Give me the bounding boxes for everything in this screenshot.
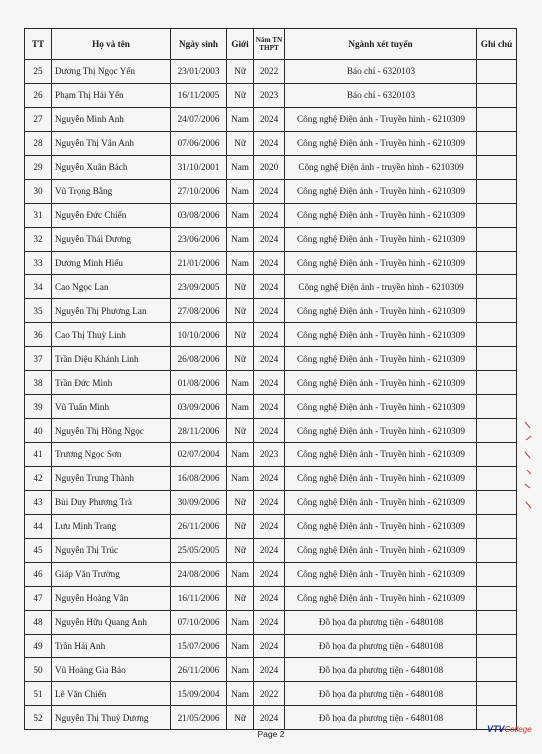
header-gender: Giới [227,29,254,60]
cell-note [477,443,517,467]
table-row [25,538,517,562]
cell-dob: 25/05/2005 [171,538,227,562]
cell-gender: Nam [227,371,254,395]
cell-tt: 27 [25,107,52,131]
cell-note [477,514,517,538]
cell-major: Công nghệ Điện ảnh - Truyền hình - 6210309 [285,443,477,467]
table-row [25,419,517,443]
cell-dob: 23/01/2003 [171,60,227,84]
cell-gender: Nam [227,658,254,682]
cell-major: Công nghệ Điện ảnh - Truyền hình - 6210309 [285,419,477,443]
cell-tt: 37 [25,347,52,371]
cell-dob: 15/09/2004 [171,682,227,706]
cell-name: Trương Ngọc Sơn [52,443,171,467]
cell-graduation-year: 2024 [254,203,285,227]
cell-note [477,466,517,490]
cell-name: Nguyễn Hữu Quang Anh [52,610,171,634]
cell-dob: 27/08/2006 [171,299,227,323]
cell-dob: 07/06/2006 [171,131,227,155]
table-row [25,83,517,107]
cell-note [477,131,517,155]
cell-name: Nguyễn Trung Thành [52,466,171,490]
cell-major: Công nghệ Điện ảnh - Truyền hình - 6210309 [285,227,477,251]
cell-name: Trần Đức Minh [52,371,171,395]
table-row [25,227,517,251]
cell-graduation-year: 2024 [254,275,285,299]
cell-note [477,179,517,203]
cell-dob: 28/11/2006 [171,419,227,443]
cell-graduation-year: 2024 [254,371,285,395]
cell-tt: 29 [25,155,52,179]
cell-note [477,610,517,634]
cell-major: Công nghệ Điện ảnh - Truyền hình - 6210309 [285,299,477,323]
cell-note [477,682,517,706]
table-row [25,562,517,586]
cell-major: Công nghệ Điện ảnh - Truyền hình - 6210309 [285,371,477,395]
cell-dob: 03/08/2006 [171,203,227,227]
table-row [25,586,517,610]
cell-dob: 21/05/2006 [171,706,227,730]
cell-gender: Nữ [227,323,254,347]
cell-name: Dương Thị Ngọc Yến [52,60,171,84]
cell-major: Đồ họa đa phương tiện - 6480108 [285,658,477,682]
cell-major: Công nghệ Điện ảnh - Truyền hình - 6210309 [285,107,477,131]
cell-major: Công nghệ Điện ảnh - Truyền hình - 6210309 [285,179,477,203]
cell-name: Vũ Hoàng Gia Bảo [52,658,171,682]
cell-gender: Nam [227,107,254,131]
cell-dob: 31/10/2001 [171,155,227,179]
cell-dob: 03/09/2006 [171,395,227,419]
header-tt: TT [25,29,52,60]
cell-dob: 10/10/2006 [171,323,227,347]
cell-graduation-year: 2024 [254,299,285,323]
cell-graduation-year: 2024 [254,490,285,514]
cell-gender: Nam [227,227,254,251]
cell-name: Nguyễn Minh Anh [52,107,171,131]
cell-dob: 26/08/2006 [171,347,227,371]
table-row [25,323,517,347]
cell-gender: Nam [227,466,254,490]
header-name: Họ và tên [52,29,171,60]
cell-note [477,347,517,371]
cell-dob: 30/09/2006 [171,490,227,514]
cell-major: Công nghệ Điện ảnh - Truyền hình - 6210309 [285,347,477,371]
vtv-college-logo [487,724,532,734]
cell-note [477,490,517,514]
page-number: Page 2 [257,729,285,739]
cell-dob: 07/10/2006 [171,610,227,634]
cell-tt: 28 [25,131,52,155]
cell-dob: 27/10/2006 [171,179,227,203]
cell-graduation-year: 2020 [254,155,285,179]
cell-graduation-year: 2023 [254,83,285,107]
cell-note [477,155,517,179]
cell-major: Công nghệ Điện ảnh - Truyền hình - 6210309 [285,395,477,419]
table-row [25,275,517,299]
cell-major: Đồ họa đa phương tiện - 6480108 [285,610,477,634]
cell-tt: 30 [25,179,52,203]
cell-dob: 23/06/2006 [171,227,227,251]
cell-gender: Nam [227,562,254,586]
cell-graduation-year: 2024 [254,107,285,131]
cell-major: Công nghệ Điện ảnh - Truyền hình - 6210309 [285,562,477,586]
table-row [25,466,517,490]
cell-dob: 15/07/2006 [171,634,227,658]
cell-tt: 26 [25,83,52,107]
cell-note [477,107,517,131]
cell-dob: 26/11/2006 [171,514,227,538]
cell-name: Nguyễn Hoàng Vân [52,586,171,610]
cell-note [477,275,517,299]
cell-graduation-year: 2024 [254,658,285,682]
cell-tt: 48 [25,610,52,634]
cell-name: Lưu Minh Trang [52,514,171,538]
cell-gender: Nữ [227,83,254,107]
cell-major: Báo chí - 6320103 [285,60,477,84]
cell-major: Công nghệ Điện ảnh - Truyền hình - 6210309 [285,131,477,155]
cell-major: Công nghệ Điện ảnh - truyền hình - 6210309 [285,275,477,299]
cell-dob: 24/07/2006 [171,107,227,131]
cell-graduation-year: 2024 [254,323,285,347]
cell-dob: 16/11/2006 [171,586,227,610]
cell-tt: 39 [25,395,52,419]
cell-name: Nguyễn Thị Hồng Ngọc [52,419,171,443]
cell-name: Giáp Văn Trường [52,562,171,586]
cell-major: Công nghệ Điện ảnh - Truyền hình - 6210309 [285,203,477,227]
cell-graduation-year: 2022 [254,682,285,706]
cell-name: Nguyễn Xuân Bách [52,155,171,179]
cell-tt: 34 [25,275,52,299]
cell-graduation-year: 2024 [254,179,285,203]
cell-major: Báo chí - 6320103 [285,83,477,107]
cell-major: Đồ họa đa phương tiện - 6480108 [285,634,477,658]
cell-tt: 43 [25,490,52,514]
cell-dob: 16/08/2006 [171,466,227,490]
cell-note [477,323,517,347]
cell-name: Phạm Thị Hải Yến [52,83,171,107]
cell-dob: 24/08/2006 [171,562,227,586]
cell-graduation-year: 2023 [254,443,285,467]
cell-gender: Nam [227,203,254,227]
cell-tt: 25 [25,60,52,84]
cell-tt: 41 [25,443,52,467]
header-dob: Ngày sinh [171,29,227,60]
table-row [25,658,517,682]
cell-major: Công nghệ Điện ảnh - Truyền hình - 6210309 [285,490,477,514]
cell-note [477,203,517,227]
cell-graduation-year: 2024 [254,419,285,443]
cell-gender: Nữ [227,299,254,323]
cell-major: Công nghệ Điện ảnh - Truyền hình - 6210309 [285,323,477,347]
cell-gender: Nam [227,610,254,634]
cell-gender: Nữ [227,419,254,443]
cell-tt: 49 [25,634,52,658]
cell-note [477,538,517,562]
cell-name: Bùi Duy Phương Trà [52,490,171,514]
cell-gender: Nữ [227,538,254,562]
cell-graduation-year: 2024 [254,706,285,730]
table-row [25,179,517,203]
cell-name: Vũ Tuấn Minh [52,395,171,419]
table-row [25,443,517,467]
cell-tt: 50 [25,658,52,682]
admission-table [24,28,517,730]
cell-tt: 36 [25,323,52,347]
cell-name: Nguyễn Thị Trúc [52,538,171,562]
cell-name: Cao Ngọc Lan [52,275,171,299]
table-row [25,395,517,419]
cell-tt: 38 [25,371,52,395]
cell-tt: 47 [25,586,52,610]
cell-tt: 52 [25,706,52,730]
table-row [25,682,517,706]
cell-gender: Nam [227,155,254,179]
cell-tt: 46 [25,562,52,586]
cell-note [477,634,517,658]
cell-graduation-year: 2024 [254,634,285,658]
table-row [25,60,517,84]
cell-dob: 21/01/2006 [171,251,227,275]
cell-gender: Nữ [227,514,254,538]
logo-brand: VTV [487,724,505,734]
cell-tt: 33 [25,251,52,275]
cell-tt: 35 [25,299,52,323]
cell-graduation-year: 2024 [254,251,285,275]
cell-graduation-year: 2024 [254,131,285,155]
table-row [25,203,517,227]
cell-name: Vũ Trọng Bằng [52,179,171,203]
table-row [25,107,517,131]
table-row [25,251,517,275]
cell-gender: Nam [227,682,254,706]
cell-graduation-year: 2024 [254,395,285,419]
cell-name: Nguyễn Thị Thuỳ Dương [52,706,171,730]
cell-name: Nguyễn Thị Vân Anh [52,131,171,155]
cell-gender: Nữ [227,706,254,730]
cell-major: Công nghệ Điện ảnh - truyền hình - 6210309 [285,155,477,179]
cell-tt: 40 [25,419,52,443]
cell-name: Dương Minh Hiếu [52,251,171,275]
cell-major: Công nghệ Điện ảnh - Truyền hình - 6210309 [285,466,477,490]
header-major: Ngành xét tuyển [285,29,477,60]
cell-note [477,299,517,323]
cell-gender: Nam [227,251,254,275]
cell-dob: 02/07/2004 [171,443,227,467]
cell-note [477,419,517,443]
table-row [25,371,517,395]
cell-graduation-year: 2022 [254,60,285,84]
cell-name: Trần Hải Anh [52,634,171,658]
table-row [25,299,517,323]
cell-note [477,251,517,275]
cell-note [477,586,517,610]
cell-gender: Nữ [227,347,254,371]
header-graduation-year: Năm TN THPT [254,29,285,60]
cell-name: Nguyễn Thị Phương Lan [52,299,171,323]
cell-tt: 45 [25,538,52,562]
cell-graduation-year: 2024 [254,538,285,562]
cell-dob: 01/08/2006 [171,371,227,395]
cell-note [477,83,517,107]
cell-note [477,227,517,251]
cell-dob: 26/11/2006 [171,658,227,682]
table-row [25,155,517,179]
cell-graduation-year: 2024 [254,466,285,490]
table-row [25,347,517,371]
cell-name: Cao Thị Thuỳ Linh [52,323,171,347]
cell-gender: Nam [227,179,254,203]
cell-major: Công nghệ Điện ảnh - Truyền hình - 6210309 [285,514,477,538]
cell-name: Nguyễn Thái Dương [52,227,171,251]
cell-dob: 23/09/2005 [171,275,227,299]
cell-tt: 32 [25,227,52,251]
cell-note [477,562,517,586]
cell-graduation-year: 2024 [254,562,285,586]
table-row [25,490,517,514]
table-row [25,634,517,658]
cell-gender: Nữ [227,586,254,610]
logo-suffix: College [504,725,532,734]
header-note: Ghi chú [477,29,517,60]
table-row [25,610,517,634]
table-header-row [25,29,517,60]
cell-tt: 51 [25,682,52,706]
table-row [25,131,517,155]
cell-gender: Nữ [227,275,254,299]
cell-name: Lê Văn Chiến [52,682,171,706]
cell-tt: 44 [25,514,52,538]
cell-gender: Nam [227,443,254,467]
cell-note [477,395,517,419]
red-stamp-mark [522,418,534,518]
cell-gender: Nữ [227,60,254,84]
cell-major: Đồ họa đa phương tiện - 6480108 [285,706,477,730]
table-row [25,514,517,538]
cell-tt: 42 [25,466,52,490]
cell-graduation-year: 2024 [254,514,285,538]
cell-graduation-year: 2024 [254,586,285,610]
cell-note [477,60,517,84]
cell-note [477,658,517,682]
cell-name: Trần Diệu Khánh Linh [52,347,171,371]
cell-graduation-year: 2024 [254,347,285,371]
cell-gender: Nữ [227,131,254,155]
cell-major: Công nghệ Điện ảnh - Truyền hình - 6210309 [285,251,477,275]
cell-dob: 16/11/2005 [171,83,227,107]
table-row [25,706,517,730]
cell-tt: 31 [25,203,52,227]
cell-major: Công nghệ Điện ảnh - Truyền hình - 6210309 [285,586,477,610]
cell-graduation-year: 2024 [254,610,285,634]
cell-note [477,371,517,395]
cell-gender: Nam [227,395,254,419]
cell-gender: Nam [227,634,254,658]
cell-major: Đồ họa đa phương tiện - 6480108 [285,682,477,706]
cell-graduation-year: 2024 [254,227,285,251]
cell-major: Công nghệ Điện ảnh - Truyền hình - 6210309 [285,538,477,562]
cell-name: Nguyễn Đức Chiến [52,203,171,227]
cell-gender: Nữ [227,490,254,514]
